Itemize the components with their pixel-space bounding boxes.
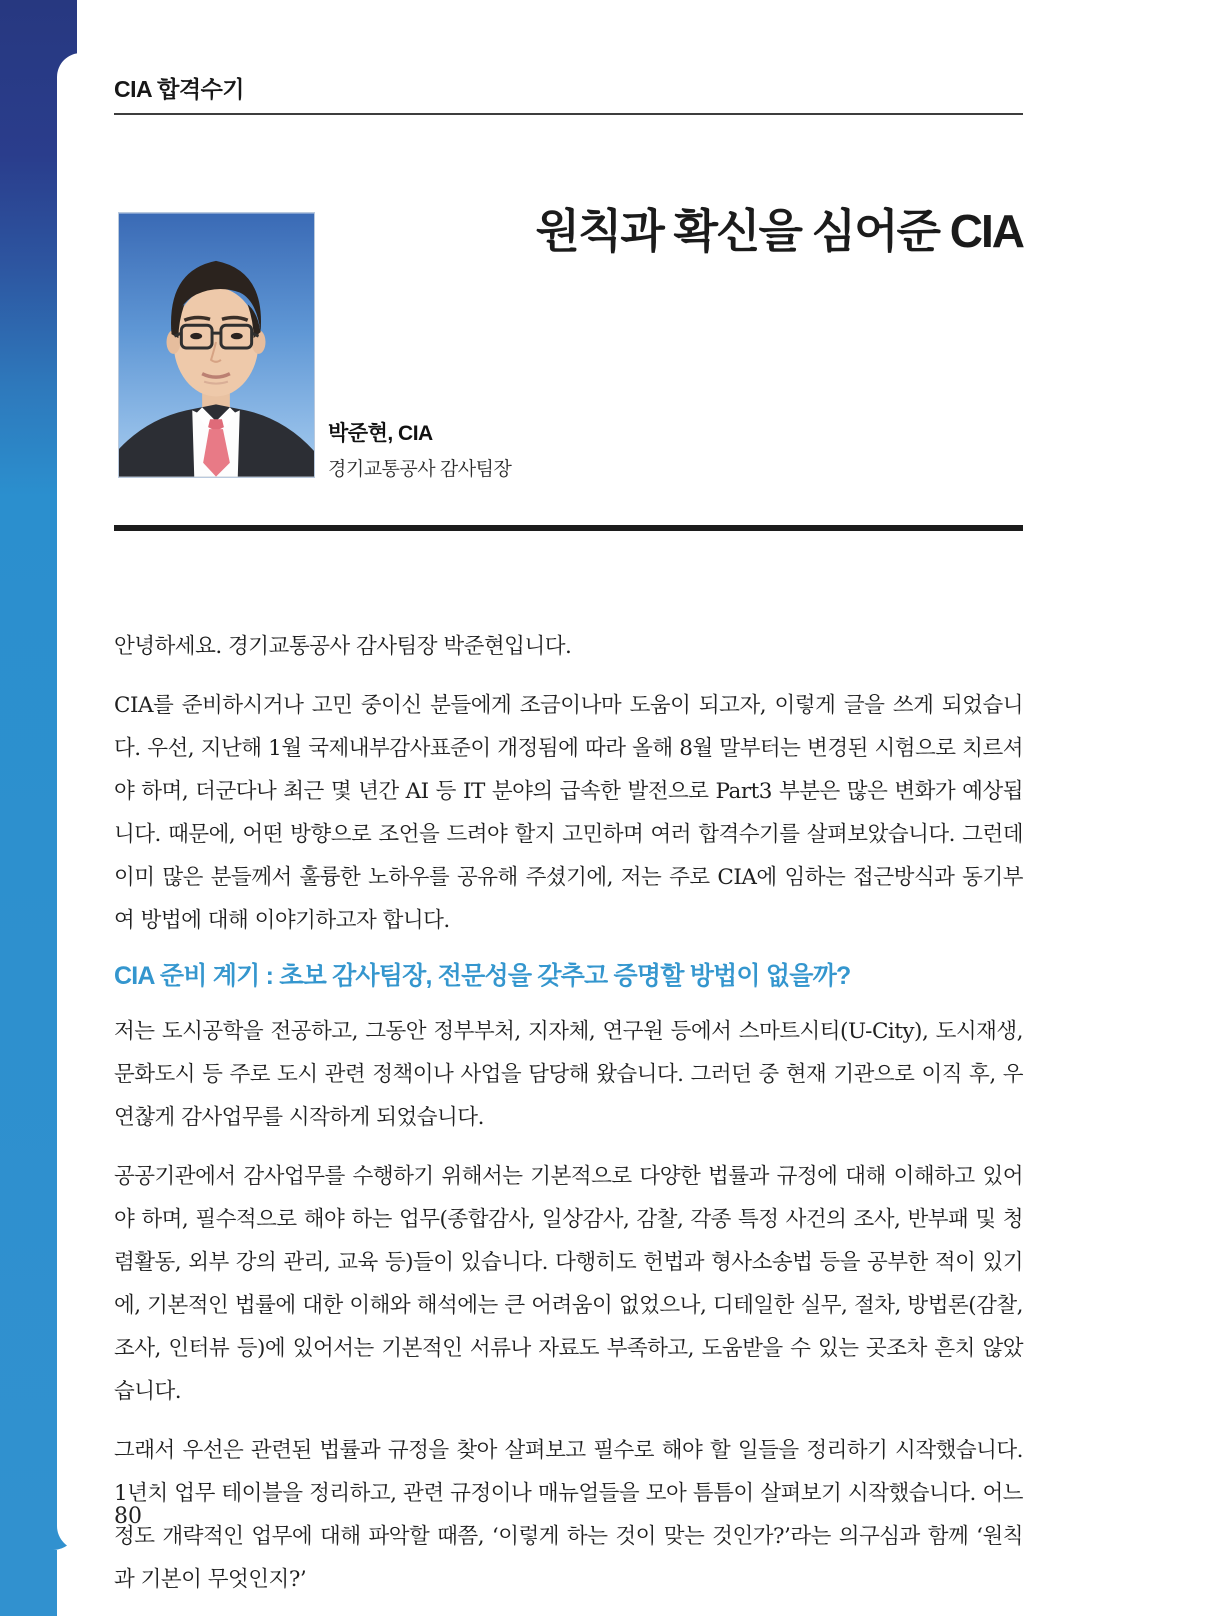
header-rule xyxy=(114,113,1023,115)
page-number: 80 xyxy=(114,1504,142,1529)
article-title: 원칙과 확신을 심어준 CIA xyxy=(535,205,1023,257)
paragraph-organizing: 그래서 우선은 관련된 법률과 규정을 찾아 살펴보고 필수로 해야 할 일들을 정리하기 시작했습니다. 1년치 업무 테이블을 정리하고, 관련 규정이나 매뉴얼들을 모아 틈틈이 살펴보기 시작했습니다. 어느 정도 개략적인 업무에 대해 파악할 때쯤, ‘이렇게 하는 것이 맞는 것인가?’라는 의구심과 함께 ‘원칙과 기본이 무엇인지?’ xyxy=(114,1438,1023,1592)
paragraph-background: 저는 도시공학을 전공하고, 그동안 정부부처, 지자체, 연구원 등에서 스마트시티(U-City), 도시재생, 문화도시 등 주로 도시 관련 정책이나 사업을 담당해 왔습니다. 그러던 중 현재 기관으로 이직 후, 우연찮게 감사업무를 시작하게 되었습니다. xyxy=(114,1019,1023,1130)
author-name: 박준현, CIA xyxy=(328,422,433,445)
paragraph-greeting: 안녕하세요. 경기교통공사 감사팀장 박준현입니다. xyxy=(114,634,572,659)
title-rule xyxy=(114,525,1023,531)
author-role: 경기교통공사 감사팀장 xyxy=(328,459,512,480)
page-sheet xyxy=(57,53,1209,1592)
category-label: CIA 합격수기 xyxy=(114,76,245,102)
side-band-foot xyxy=(0,1550,57,1616)
section-heading: CIA 준비 계기 : 초보 감사팀장, 전문성을 갖추고 증명할 방법이 없을까? xyxy=(114,962,851,990)
paragraph-intro: CIA를 준비하시거나 고민 중이신 분들에게 조금이나마 도움이 되고자, 이렇게 글을 쓰게 되었습니다. 우선, 지난해 1월 국제내부감사표준이 개정됨에 따라 올해 8월 말부터는 변경된 시험으로 치르셔야 하며, 더군다나 최근 몇 년간 AI 등 IT 분야의 급속한 발전으로 Part3 부분은 많은 변화가 예상됩니다. 때문에, 어떤 방향으로 조언을 드려야 할지 고민하며 여러 합격수기를 살펴보았습니다. 그런데 이미 많은 분들께서 훌륭한 노하우를 공유해 주셨기에, 저는 주로 CIA에 임하는 접근방식과 동기부여 방법에 대해 이야기하고자 합니다. xyxy=(114,693,1023,933)
article-body xyxy=(114,625,1023,1617)
paragraph-audit-work: 공공기관에서 감사업무를 수행하기 위해서는 기본적으로 다양한 법률과 규정에 대해 이해하고 있어야 하며, 필수적으로 해야 하는 업무(종합감사, 일상감사, 감찰, 각종 특정 사건의 조사, 반부패 및 청렴활동, 외부 강의 관리, 교육 등)들이 있습니다. 다행히도 헌법과 형사소송법 등을 공부한 적이 있기에, 기본적인 법률에 대한 이해와 해석에는 큰 어려움이 없었으나, 디테일한 실무, 절차, 방법론(감찰, 조사, 인터뷰 등)에 있어서는 기본적인 서류나 자료도 부족하고, 도움받을 수 있는 곳조차 흔치 않았습니다. xyxy=(114,1164,1023,1404)
